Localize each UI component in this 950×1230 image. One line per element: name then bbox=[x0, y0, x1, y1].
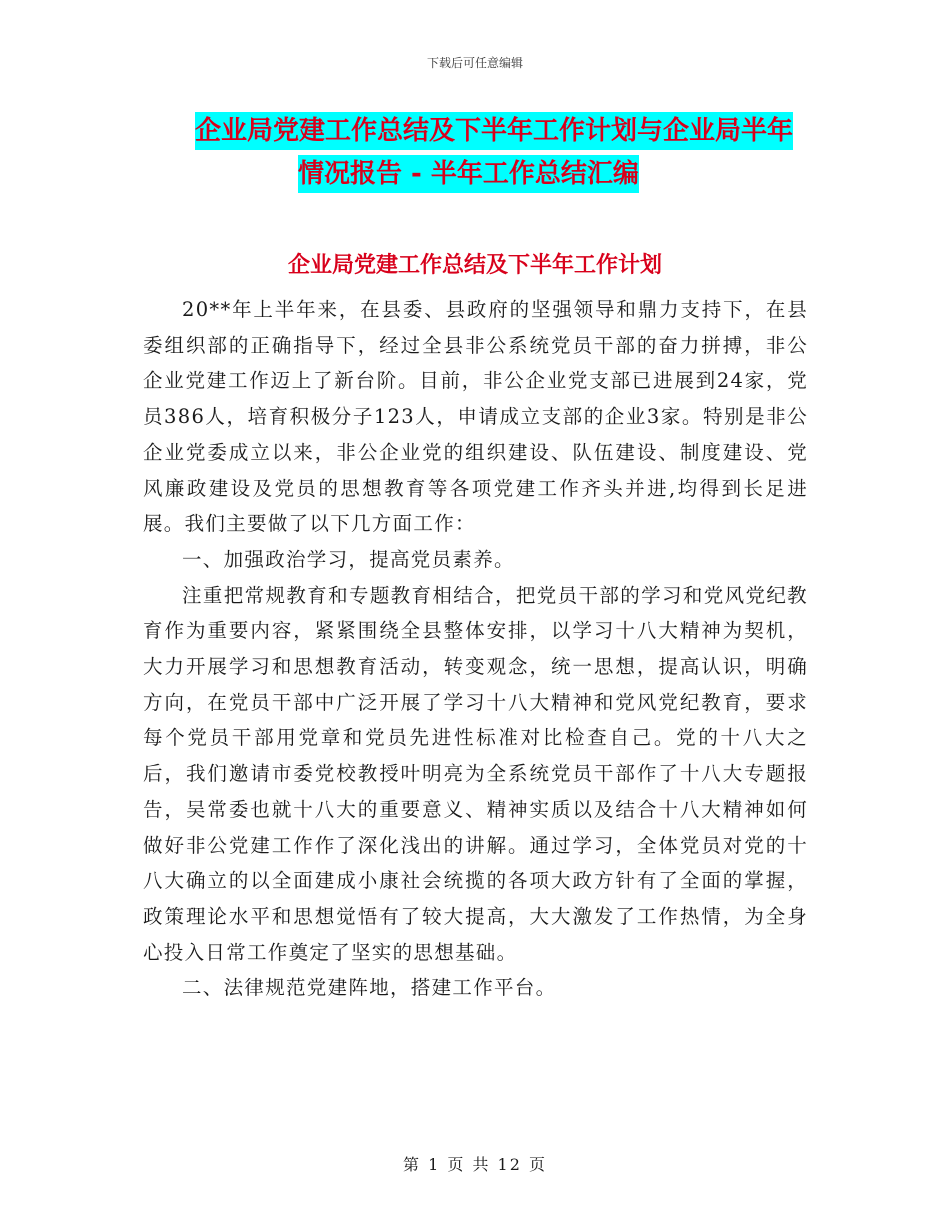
document-title-line-2: 情况报告 - 半年工作总结汇编 bbox=[298, 155, 639, 193]
section-title: 企业局党建工作总结及下半年工作计划 bbox=[287, 253, 662, 278]
document-title-line-1: 企业局党建工作总结及下半年工作计划与企业局半年 bbox=[195, 112, 793, 150]
header-note: 下载后可任意编辑 bbox=[426, 56, 523, 70]
paragraph-heading-2: 二、法律规范党建阵地，搭建工作平台。 bbox=[182, 976, 557, 1000]
paragraph-body-1: 注重把常规教育和专题教育相结合，把党员干部的学习和党风党纪教育作为重要内容，紧紧围绕全县整体安排，以学习十八大精神为契机，大力开展学习和思想教育活动，转变观念，统一思想，提高认识，明确方向，在党员干部中广泛开展了学习十八大精神和党风党纪教育，要求每个党员干部用党章和党员先进性标准对比检查自己。党的十八大之后，我们邀请市委党校教授叶明亮为全系统党员干部作了十八大专题报告，吴常委也就十八大的重要意义、精神实质以及结合十八大精神如何做好非公党建工作作了深化浅出的讲解。通过学习，全体党员对党的十八大确立的以全面建成小康社会统揽的各项大政方针有了全面的掌握，政策理论水平和思想觉悟有了较大提高，大大激发了工作热情，为全身心投入日常工作奠定了坚实的思想基础。 bbox=[143, 583, 808, 964]
document-body bbox=[143, 292, 808, 1006]
page-footer: 第 1 页 共 12 页 bbox=[403, 1155, 547, 1174]
paragraph-intro: 20**年上半年来，在县委、县政府的坚强领导和鼎力支持下，在县委组织部的正确指导下，经过全县非公系统党员干部的奋力拼搏，非公企业党建工作迈上了新台阶。目前，非公企业党支部已进展到24家，党员386人，培育积极分子123人，申请成立支部的企业3家。特别是非公企业党委成立以来，非公企业党的组织建设、队伍建设、制度建设、党风廉政建设及党员的思想教育等各项党建工作齐头并进,均得到长足进展。我们主要做了以下几方面工作： bbox=[143, 298, 808, 536]
paragraph-heading-1: 一、加强政治学习，提高党员素养。 bbox=[182, 547, 515, 571]
